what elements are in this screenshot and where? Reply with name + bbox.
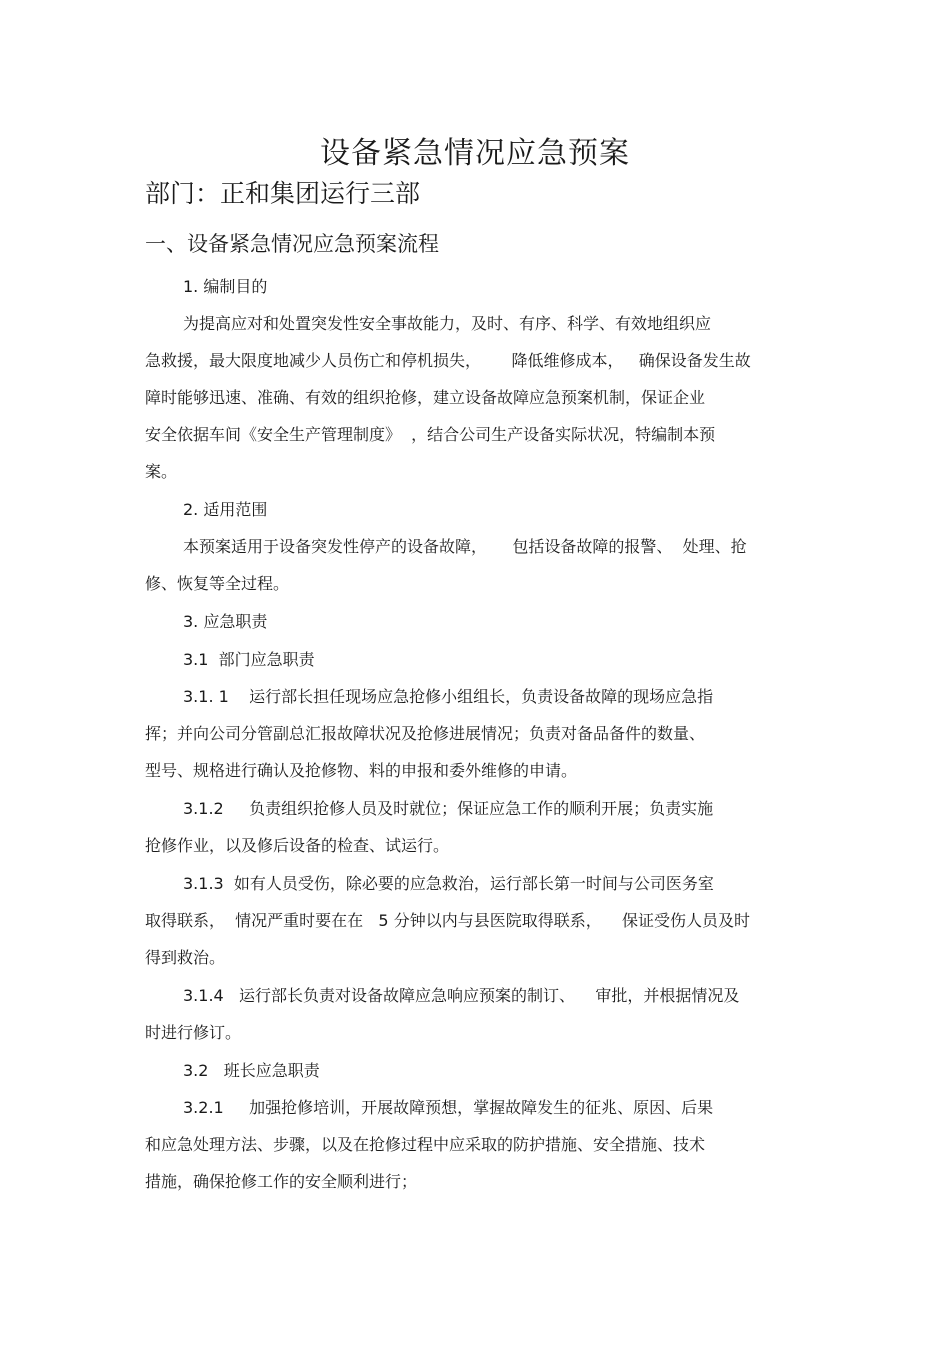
paragraph-line: 为提高应对和处置突发性安全事故能力，及时、有序、科学、有效地组织应 <box>183 314 712 333</box>
paragraph-line: 安全依据车间《安全生产管理制度》 ，结合公司生产设备实际状况，特编制本预 <box>145 425 716 444</box>
paragraph-line: 1. 编制目的 <box>183 277 268 296</box>
paragraph-line: 挥；并向公司分管副总汇报故障状况及抢修进展情况；负责对备品备件的数量、 <box>145 724 706 743</box>
paragraph-line: 3.2 班长应急职责 <box>183 1061 320 1080</box>
paragraph-line: 3.1.4 运行部长负责对设备故障应急响应预案的制订、 审批，并根据情况及 <box>183 986 740 1005</box>
paragraph-line: 修、恢复等全过程。 <box>145 574 290 593</box>
paragraph-line: 急救援，最大限度地减少人员伤亡和停机损失， 降低维修成本， 确保设备发生故 <box>145 351 751 370</box>
section-heading: 一、设备紧急情况应急预案流程 <box>145 232 439 256</box>
paragraph-line: 障时能够迅速、准确、有效的组织抢修，建立设备故障应急预案机制，保证企业 <box>145 388 706 407</box>
paragraph-line: 3.1.2 负责组织抢修人员及时就位；保证应急工作的顺利开展；负责实施 <box>183 799 714 818</box>
department-line: 部门：正和集团运行三部 <box>145 179 421 208</box>
paragraph-line: 3.2.1 加强抢修培训，开展故障预想，掌握故障发生的征兆、原因、后果 <box>183 1098 714 1117</box>
paragraph-line: 取得联系， 情况严重时要在在 5 分钟以内与县医院取得联系， 保证受伤人员及时 <box>145 911 751 930</box>
paragraph-line: 措施，确保抢修工作的安全顺利进行； <box>145 1172 418 1191</box>
paragraph-line: 3. 应急职责 <box>183 612 268 631</box>
paragraph-line: 抢修作业，以及修后设备的检查、试运行。 <box>145 836 450 855</box>
document-title: 设备紧急情况应急预案 <box>320 136 630 171</box>
paragraph-line: 本预案适用于设备突发性停产的设备故障， 包括设备故障的报警、 处理、抢 <box>183 537 747 556</box>
paragraph-line: 案。 <box>145 462 178 481</box>
paragraph-line: 得到救治。 <box>145 948 226 967</box>
paragraph-line: 3.1. 1 运行部长担任现场应急抢修小组组长，负责设备故障的现场应急指 <box>183 687 714 706</box>
paragraph-line: 和应急处理方法、步骤，以及在抢修过程中应采取的防护措施、安全措施、技术 <box>145 1135 706 1154</box>
paragraph-line: 型号、规格进行确认及抢修物、料的申报和委外维修的申请。 <box>145 761 578 780</box>
paragraph-line: 2. 适用范围 <box>183 500 268 519</box>
paragraph-line: 时进行修订。 <box>145 1023 242 1042</box>
paragraph-line: 3.1 部门应急职责 <box>183 650 315 669</box>
paragraph-line: 3.1.3 如有人员受伤，除必要的应急救治，运行部长第一时间与公司医务室 <box>183 874 714 893</box>
